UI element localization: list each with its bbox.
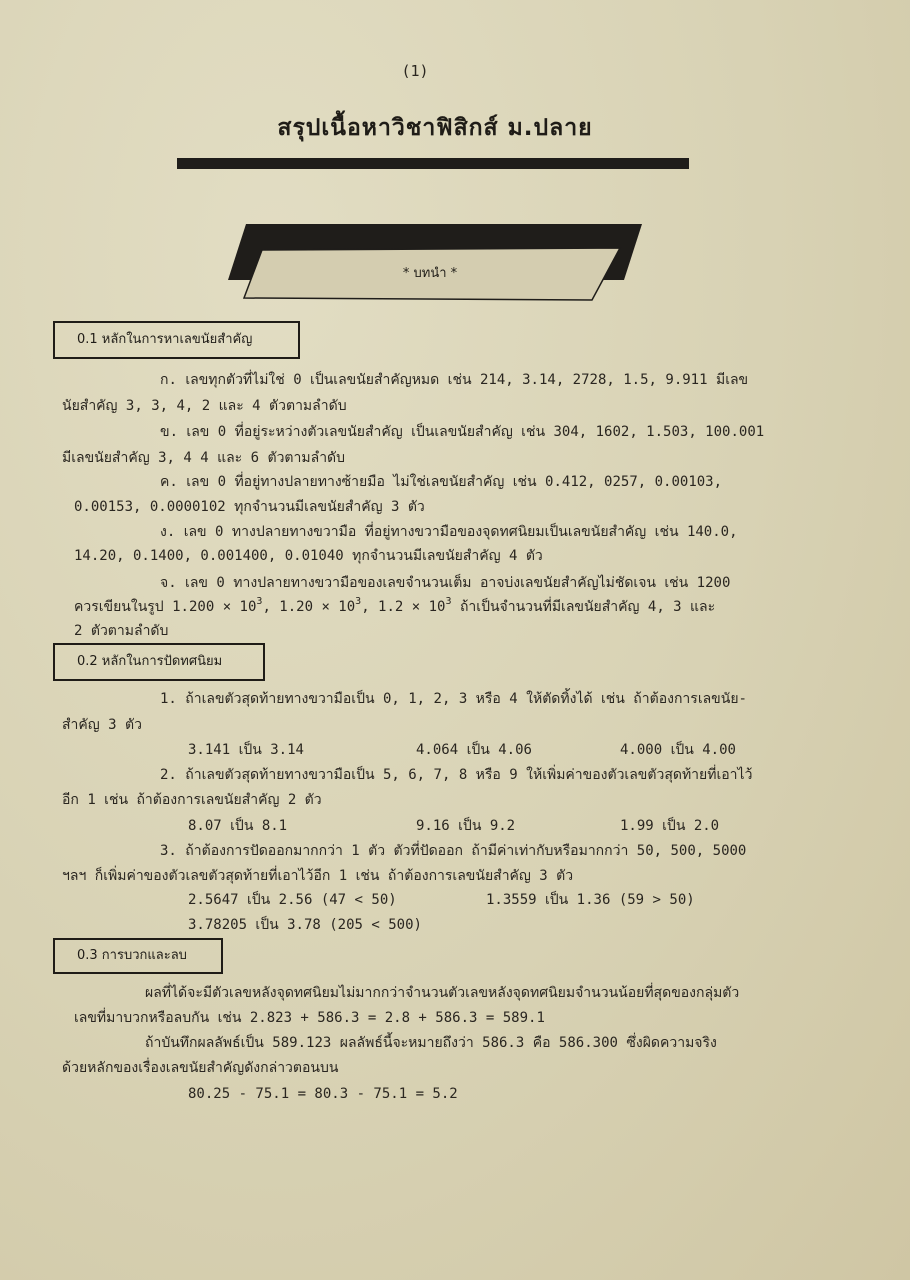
rule-e-line3: 2 ตัวตามลำดับ: [74, 623, 169, 639]
section-heading-significant-figures: 0.1 หลักในการหาเลขนัยสำคัญ: [53, 321, 300, 359]
addition-paragraph2-line1: ถ้าบันทึกผลลัพธ์เป็น 589.123 ผลลัพธ์นี้จะหมายถึงว่า 586.3 คือ 586.300 ซึ่งผิดความจริง: [145, 1035, 717, 1051]
rounding-rule1-line2: สำคัญ 3 ตัว: [62, 717, 142, 733]
rounding-rule2-line1: 2. ถ้าเลขตัวสุดท้ายทางขวามือเป็น 5, 6, 7, 8 หรือ 9 ให้เพิ่มค่าของตัวเลขตัวสุดท้ายที่เอาไว้: [160, 767, 753, 783]
rule-a-line1: ก. เลขทุกตัวที่ไม่ใช่ 0 เป็นเลขนัยสำคัญหมด เช่น 214, 3.14, 2728, 1.5, 9.911 มีเลข: [160, 372, 749, 388]
rule-c-line2: 0.00153, 0.0000102 ทุกจำนวนมีเลขนัยสำคัญ 3 ตัว: [74, 499, 425, 515]
title-underline: [177, 158, 689, 169]
page-number: (1): [401, 62, 429, 80]
rule-c-line1: ค. เลข 0 ที่อยู่ทางปลายทางซ้ายมือ ไม่ใช่เลขนัยสำคัญ เช่น 0.412, 0257, 0.00103,: [160, 474, 723, 490]
rounding-example: 4.000 เป็น 4.00: [620, 742, 736, 758]
chapter-title: * บทนำ *: [402, 266, 458, 281]
rule-e-part-c: , 1.2 × 10: [361, 599, 446, 615]
addition-example: 80.25 - 75.1 = 80.3 - 75.1 = 5.2: [188, 1086, 458, 1102]
rounding-example: 3.78205 เป็น 3.78 (205 < 500): [188, 917, 422, 933]
rounding-rule1-line1: 1. ถ้าเลขตัวสุดท้ายทางขวามือเป็น 0, 1, 2, 3 หรือ 4 ให้ตัดทิ้งได้ เช่น ถ้าต้องการเลขนัย-: [160, 691, 747, 707]
rule-b-line2: มีเลขนัยสำคัญ 3, 4 4 และ 6 ตัวตามลำดับ: [62, 450, 346, 466]
rounding-rule3-line2: ฯลฯ ก็เพิ่มค่าของตัวเลขตัวสุดท้ายที่เอาไว้อีก 1 เช่น ถ้าต้องการเลขนัยสำคัญ 3 ตัว: [62, 868, 574, 884]
rule-b-line1: ข. เลข 0 ที่อยู่ระหว่างตัวเลขนัยสำคัญ เป็นเลขนัยสำคัญ เช่น 304, 1602, 1.503, 100.001: [160, 424, 765, 440]
document-title: สรุปเนื้อหาวิชาฟิสิกส์ ม.ปลาย: [277, 115, 593, 141]
addition-paragraph1-line2: เลขที่มาบวกหรือลบกัน เช่น 2.823 + 586.3 = 2.8 + 586.3 = 589.1: [74, 1010, 545, 1026]
rule-d-line2: 14.20, 0.1400, 0.001400, 0.01040 ทุกจำนวนมีเลขนัยสำคัญ 4 ตัว: [74, 548, 543, 564]
section-heading-addition-subtraction: 0.3 การบวกและลบ: [53, 938, 223, 974]
rule-e-part-b: , 1.20 × 10: [262, 599, 356, 615]
rule-e-line1: จ. เลข 0 ทางปลายทางขวามือของเลขจำนวนเต็ม อาจบ่งเลขนัยสำคัญไม่ชัดเจน เช่น 1200: [160, 575, 731, 591]
addition-paragraph1-line1: ผลที่ได้จะมีตัวเลขหลังจุดทศนิยมไม่มากกว่าจำนวนตัวเลขหลังจุดทศนิยมจำนวนน้อยที่สุดของกลุ่มตัว: [145, 985, 740, 1001]
rounding-example: 9.16 เป็น 9.2: [416, 818, 516, 834]
rounding-example: 2.5647 เป็น 2.56 (47 < 50): [188, 892, 397, 908]
rule-e-part-a: ควรเขียนในรูป 1.200 × 10: [74, 599, 257, 615]
rule-e-part-d: ถ้าเป็นจำนวนที่มีเลขนัยสำคัญ 4, 3 และ: [451, 599, 716, 615]
section-heading-rounding: 0.2 หลักในการปัดทศนิยม: [53, 643, 265, 681]
rounding-example: 4.064 เป็น 4.06: [416, 742, 532, 758]
rule-a-line2: นัยสำคัญ 3, 3, 4, 2 และ 4 ตัวตามลำดับ: [62, 398, 347, 414]
rounding-example: 1.3559 เป็น 1.36 (59 > 50): [486, 892, 695, 908]
rule-e-line2: [74, 597, 715, 619]
exponent: 3: [445, 596, 452, 607]
rule-d-line1: ง. เลข 0 ทางปลายทางขวามือ ที่อยู่ทางขวามือของจุดทศนิยมเป็นเลขนัยสำคัญ เช่น 140.0,: [160, 524, 738, 540]
rounding-rule2-line2: อีก 1 เช่น ถ้าต้องการเลขนัยสำคัญ 2 ตัว: [62, 792, 322, 808]
rounding-example: 8.07 เป็น 8.1: [188, 818, 288, 834]
exponent: 3: [355, 596, 362, 607]
rounding-example: 3.141 เป็น 3.14: [188, 742, 304, 758]
exponent: 3: [256, 596, 263, 607]
addition-paragraph2-line2: ด้วยหลักของเรื่องเลขนัยสำคัญดังกล่าวตอนบน: [62, 1060, 339, 1076]
rounding-rule3-line1: 3. ถ้าต้องการปัดออกมากกว่า 1 ตัว ตัวที่ปัดออก ถ้ามีค่าเท่ากับหรือมากกว่า 50, 500, 5000: [160, 843, 747, 859]
rounding-example: 1.99 เป็น 2.0: [620, 818, 720, 834]
